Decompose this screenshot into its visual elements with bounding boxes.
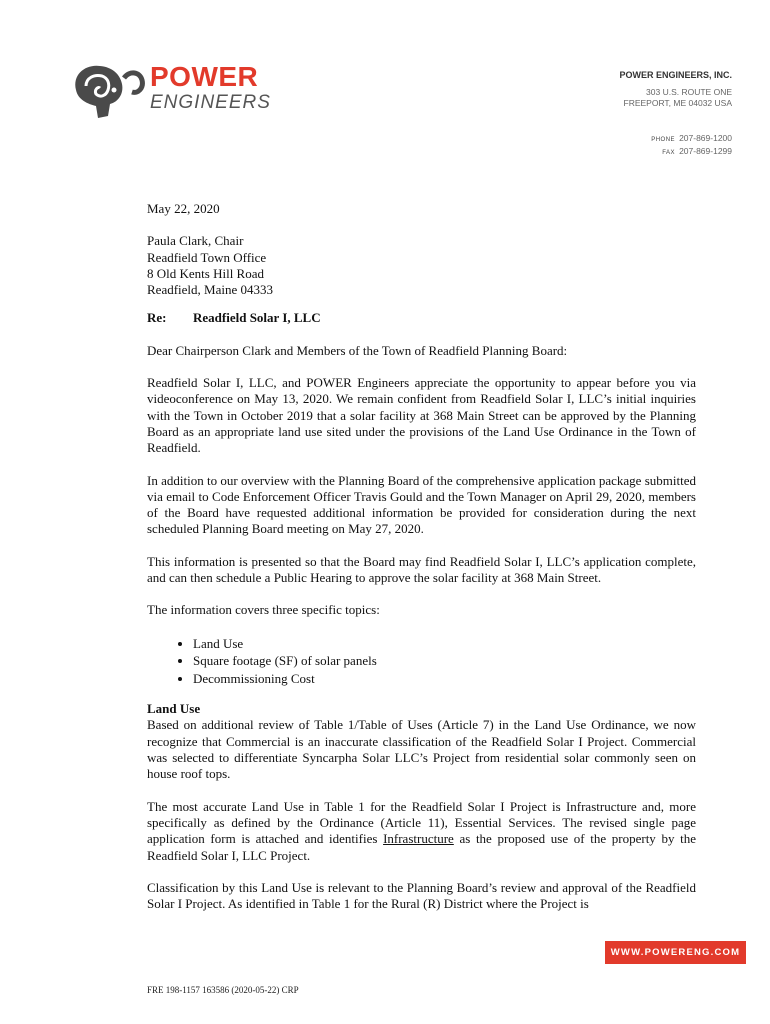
paragraph-3: This information is presented so that the Board may find Readfield Solar I, LLC’s application complete, and can then schedule a Public Hearing to approve the solar facility at 368 Main Street. xyxy=(147,553,696,586)
subject-label: Re: xyxy=(147,310,167,326)
letter-date: May 22, 2020 xyxy=(147,201,220,216)
logo-word-engineers: ENGINEERS xyxy=(150,92,271,113)
land-use-section xyxy=(147,701,696,782)
recipient-line1: Paula Clark, Chair xyxy=(147,233,244,249)
recipient-line3: 8 Old Kents Hill Road xyxy=(147,265,264,281)
website-link[interactable]: WWW.POWERENG.COM xyxy=(605,941,746,964)
letter-body xyxy=(147,201,696,928)
salutation: Dear Chairperson Clark and Members of the Town of Readfield Planning Board: xyxy=(147,342,568,358)
recipient-line2: Readfield Town Office xyxy=(147,249,267,265)
logo-word-power: POWER xyxy=(150,61,259,92)
company-phone xyxy=(619,133,732,146)
phone-number: 207-869-1200 xyxy=(679,133,732,143)
topics-list xyxy=(147,635,696,688)
list-item: • Square footage (SF) of solar panels xyxy=(193,652,696,670)
land-use-paragraph-2 xyxy=(147,799,696,864)
company-address-line1: 303 U.S. ROUTE ONE xyxy=(646,87,732,97)
land-use-paragraph-2-end: as the proposed use of the property by the Readfield Solar I, LLC Project. xyxy=(147,831,696,863)
list-item: • Decommissioning Cost xyxy=(193,670,696,688)
subject-text: Readfield Solar I, LLC xyxy=(193,310,321,326)
phone-label: PHONE xyxy=(651,137,676,143)
recipient-line4: Readfield, Maine 04333 xyxy=(147,282,273,298)
ram-logo-icon xyxy=(66,60,146,122)
topics-intro: The information covers three specific topics: xyxy=(147,602,380,618)
paragraph-2: In addition to our overview with the Planning Board of the comprehensive application package submitted via email to Code Enforcement Officer Travis Gould and the Town Manager on April 29, 2020, members of the Board have requested additional information be provided for consideration during the next scheduled Planning Board meeting on May 27, 2020. xyxy=(147,472,696,537)
company-logo xyxy=(66,60,271,122)
land-use-paragraph-2-start: The most accurate Land Use in Table 1 for the Readfield Solar I Project is Infrastructure and, more specifically as defined by the Ordinance (Article 11), Essential Services. The revised single page application form is attached and identifies xyxy=(147,798,696,847)
document-reference: FRE 198-1157 163586 (2020-05-22) CRP xyxy=(147,985,299,995)
fax-label: FAX xyxy=(662,150,676,156)
fax-number: 207-869-1299 xyxy=(679,146,732,156)
infrastructure-underlined: Infrastructure xyxy=(383,831,454,847)
paragraph-1: Readfield Solar I, LLC, and POWER Engineers appreciate the opportunity to appear before you via videoconference on May 13, 2020. We remain confident from Readfield Solar I, LLC’s initial inquiries with the Town in October 2019 that a solar facility at 368 Main Street can be approved by the Planning Board as an appropriate land use sited under the provisions of the Land Use Ordinance in the Town of Readfield. xyxy=(147,375,696,456)
company-info xyxy=(619,70,732,159)
subject-line xyxy=(147,310,696,326)
land-use-paragraph-3: Classification by this Land Use is relevant to the Planning Board’s review and approval of the Readfield Solar I Project. As identified in Table 1 for the Rural (R) District where the Project is xyxy=(147,879,696,912)
list-item: • Land Use xyxy=(193,635,696,653)
land-use-paragraph-1: Based on additional review of Table 1/Table of Uses (Article 7) in the Land Use Ordinance, we now recognize that Commercial is an inaccurate classification of the Readfield Solar I Project. Commercial was selected to differentiate Syncarpha Solar LLC’s Project from residential solar commonly seen on house roof tops. xyxy=(147,717,696,782)
land-use-heading: Land Use xyxy=(147,701,201,717)
recipient-address xyxy=(147,233,696,298)
company-name: POWER ENGINEERS, INC. xyxy=(619,70,732,80)
company-fax xyxy=(619,146,732,159)
company-address-line2: FREEPORT, ME 04032 USA xyxy=(623,98,732,108)
